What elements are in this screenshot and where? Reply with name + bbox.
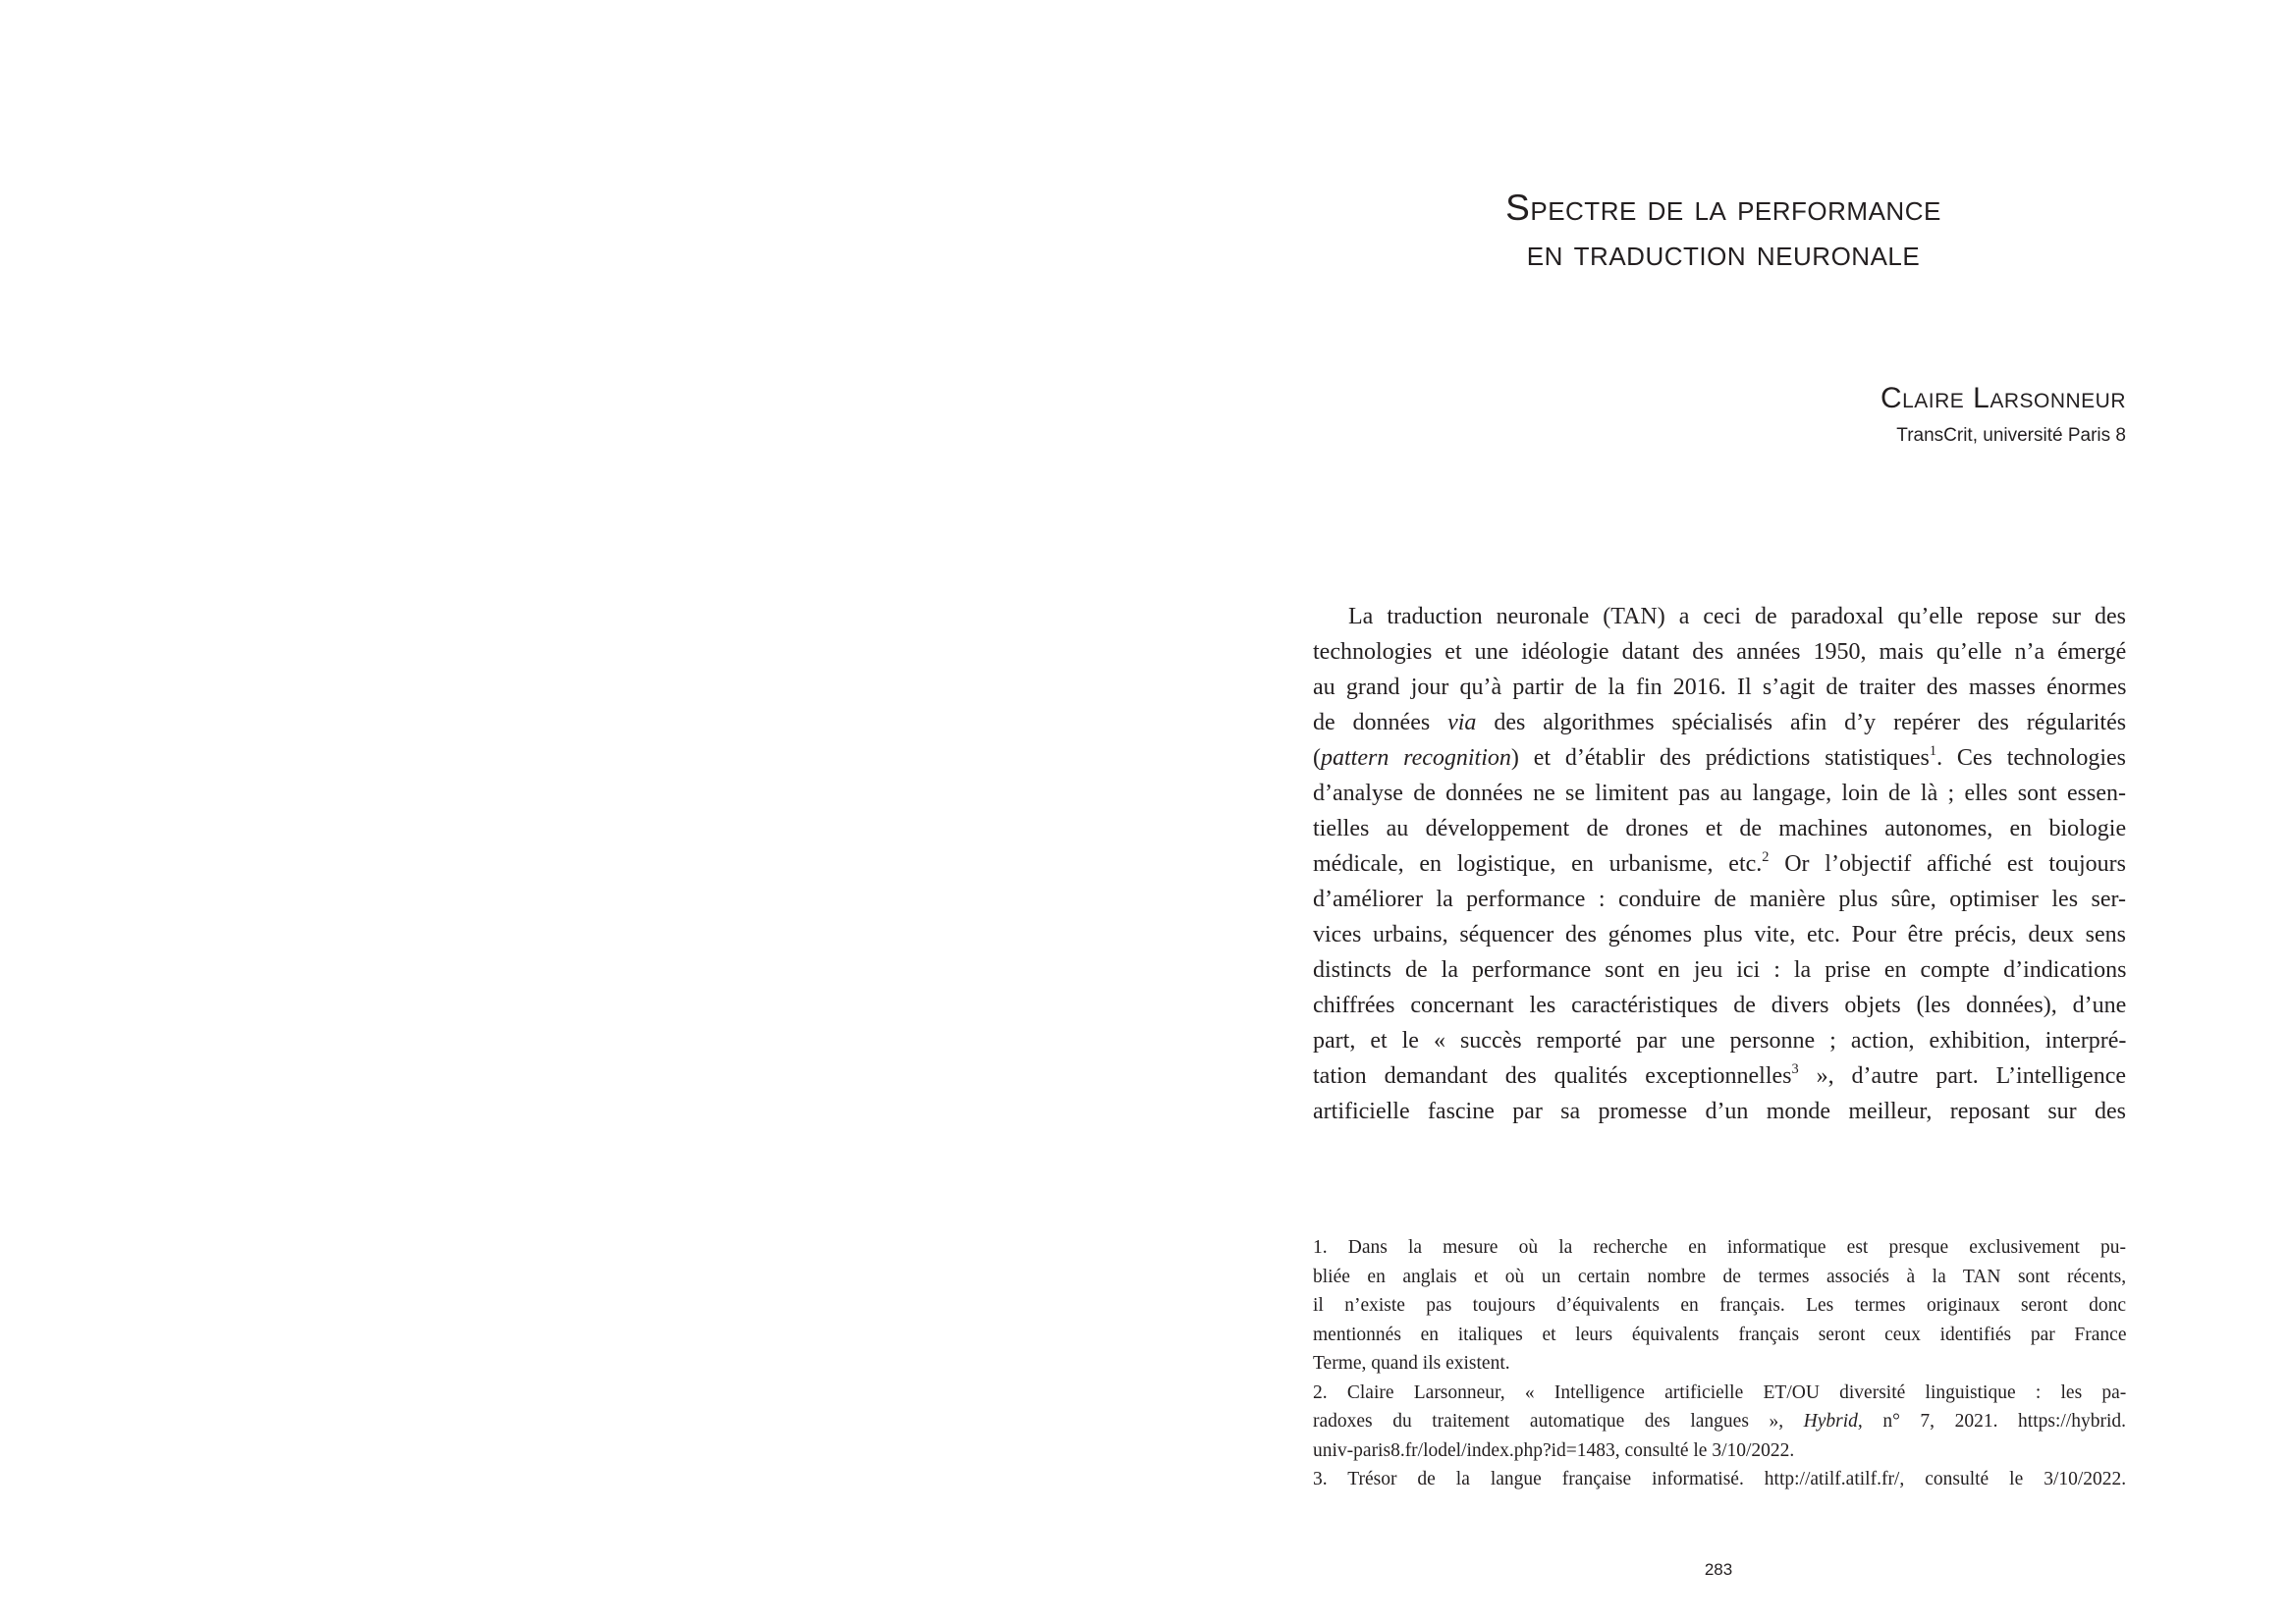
body-line: [1313, 917, 2126, 952]
body-line: [1313, 705, 2126, 740]
body-line: [1313, 1094, 2126, 1129]
text-run: ) et d’établir des prédictions statistiques: [1510, 745, 1930, 771]
body-line: [1313, 740, 2126, 776]
page-number: 283: [1704, 1560, 1733, 1579]
body-line: [1313, 988, 2126, 1023]
text-run: part, et le « succès remporté par une personne ; action, exhibition, interpré-: [1313, 1028, 2127, 1054]
text-run: d’analyse de données ne se limitent pas au langage, loin de là ; elles sont essen-: [1313, 781, 2126, 806]
italic-text: via: [1447, 710, 1477, 735]
footnote-reference: 2: [1762, 849, 1770, 865]
body-line: [1313, 811, 2126, 846]
body-paragraph: [1313, 599, 2126, 1129]
body-line: [1313, 952, 2126, 988]
footnotes: [1313, 1233, 2126, 1494]
text-run: distincts de la performance sont en jeu ici : la prise en compte d’indications: [1313, 957, 2127, 983]
text-run: . Ces technologies: [1936, 745, 2126, 771]
body-line: [1313, 670, 2126, 705]
body-line: [1313, 846, 2126, 882]
text-run: au grand jour qu’à partir de la fin 2016. Il s’agit de traiter des masses énormes: [1313, 675, 2127, 700]
footnote-line: [1313, 1349, 2126, 1379]
body-line: [1313, 882, 2126, 917]
text-run: de données: [1313, 710, 1448, 735]
body-line: [1313, 776, 2126, 811]
left-page-blank: [0, 0, 1144, 1624]
text-run: La traduction neuronale (TAN) a ceci de paradoxal qu’elle repose sur des: [1348, 604, 2126, 629]
text-run: vices urbains, séquencer des génomes plus vite, etc. Pour être précis, deux sens: [1313, 922, 2126, 947]
text-run: artificielle fascine par sa promesse d’un monde meilleur, reposant sur des: [1313, 1099, 2126, 1124]
text-run: des algorithmes spécialisés afin d’y repérer des régularités: [1476, 710, 2127, 735]
author-affiliation: TransCrit, université Paris 8: [1896, 425, 2126, 446]
text-run: il n’existe pas toujours d’équivalents en français. Les termes originaux seront donc: [1313, 1295, 2126, 1316]
text-run: 2. Claire Larsonneur, « Intelligence artificielle ET/OU diversité linguistique : les pa-: [1313, 1381, 2127, 1403]
text-run: chiffrées concernant les caractéristiques de divers objets (les données), d’une: [1313, 993, 2127, 1018]
text-run: technologies et une idéologie datant des années 1950, mais qu’elle n’a émergé: [1313, 639, 2127, 665]
text-run: 1. Dans la mesure où la recherche en informatique est presque exclusivement pu-: [1313, 1237, 2126, 1258]
text-run: », d’autre part. L’intelligence: [1798, 1063, 2126, 1089]
text-run: d’améliorer la performance : conduire de manière plus sûre, optimiser les ser-: [1313, 887, 2126, 912]
footnote-line: [1313, 1233, 2126, 1263]
footnote-line: [1313, 1379, 2126, 1408]
body-line: [1313, 634, 2126, 670]
text-run: univ-paris8.fr/lodel/index.php?id=1483, consulté le 3/10/2022.: [1313, 1439, 1795, 1461]
text-run: médicale, en logistique, en urbanisme, etc.: [1313, 851, 1763, 877]
body-line: [1313, 1023, 2126, 1058]
text-run: mentionnés en italiques et leurs équivalents français seront ceux identifiés par France: [1313, 1324, 2127, 1345]
chapter-title-line-2: en traduction neuronale: [1526, 233, 1921, 273]
footnote-reference: 3: [1791, 1061, 1799, 1077]
footnote-line: [1313, 1291, 2126, 1321]
footnote-line: [1313, 1407, 2126, 1436]
text-run: tation demandant des qualités exceptionnelles: [1313, 1063, 1792, 1089]
footnote-reference: 1: [1929, 743, 1937, 759]
text-run: Or l’objectif affiché est toujours: [1769, 851, 2126, 877]
footnote-line: [1313, 1321, 2126, 1350]
text-run: n° 7, 2021. https://hybrid.: [1862, 1411, 2126, 1432]
footnote-line: [1313, 1436, 2126, 1466]
author-name: Claire Larsonneur: [1880, 382, 2126, 414]
chapter-title-line-1: Spectre de la performance: [1505, 188, 1941, 228]
footnote-line: [1313, 1465, 2126, 1494]
text-run: tielles au développement de drones et de machines autonomes, en biologie: [1313, 816, 2127, 841]
italic-text: pattern recognition: [1321, 745, 1511, 771]
text-run: bliée en anglais et où un certain nombre de termes associés à la TAN sont récents,: [1313, 1266, 2127, 1287]
text-run: (: [1313, 745, 1321, 771]
text-run: radoxes du traitement automatique des langues »,: [1313, 1411, 1804, 1432]
text-run: Terme, quand ils existent.: [1313, 1353, 1510, 1374]
body-line: [1313, 599, 2126, 634]
italic-text: Hybrid,: [1803, 1411, 1863, 1432]
footnote-line: [1313, 1263, 2126, 1292]
body-line: [1313, 1058, 2126, 1094]
text-run: 3. Trésor de la langue française informatisé. http://atilf.atilf.fr/, consulté le 3/10/2022.: [1313, 1469, 2127, 1489]
